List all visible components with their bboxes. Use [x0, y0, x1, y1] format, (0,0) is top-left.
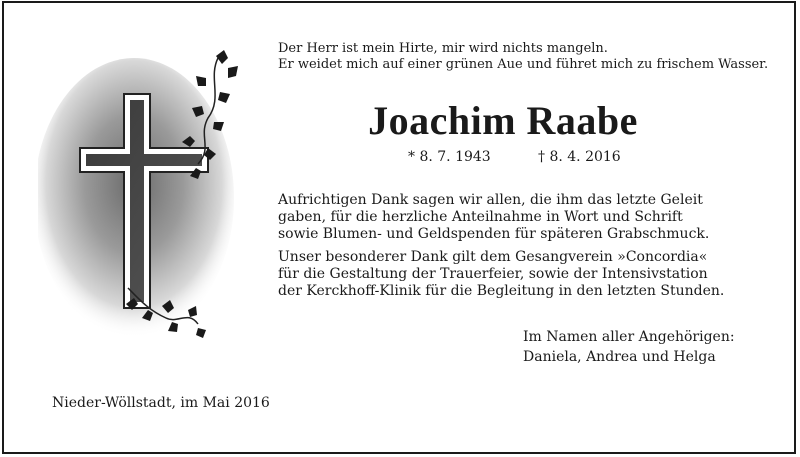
text-line: sowie Blumen- und Geldspenden für späteren Grabschmuck. — [278, 226, 710, 242]
text-line: Unser besonderer Dank gilt dem Gesangverein »Concordia« — [278, 249, 708, 265]
deceased-name: Joachim Raabe — [368, 98, 638, 143]
thanks-paragraph-2 — [278, 249, 748, 300]
text-line: Aufrichtigen Dank sagen wir allen, die ihm das letzte Geleit — [278, 192, 703, 208]
text-line: gaben, für die herzliche Anteilnahme in Wort und Schrift — [278, 209, 683, 225]
text-line: der Kerckhoff-Klinik für die Begleitung in den letzten Stunden. — [278, 283, 725, 299]
place-and-date: Nieder-Wöllstadt, im Mai 2016 — [52, 395, 270, 411]
quote-line: Er weidet mich auf einer grünen Aue und führet mich zu frischem Wasser. — [278, 57, 769, 72]
cross-with-ivy-icon — [38, 48, 250, 348]
death-date: † 8. 4. 2016 — [538, 149, 621, 165]
quote-line: Der Herr ist mein Hirte, mir wird nichts mangeln. — [278, 41, 608, 56]
birth-date: * 8. 7. 1943 — [408, 149, 491, 165]
signature-block — [523, 327, 735, 367]
text-line: für die Gestaltung der Trauerfeier, sowie der Intensivstation — [278, 266, 708, 282]
thanks-paragraph-1 — [278, 192, 748, 243]
bible-quote — [278, 41, 778, 73]
signature-names: Daniela, Andrea und Helga — [523, 349, 716, 365]
signature-intro: Im Namen aller Angehörigen: — [523, 329, 735, 345]
